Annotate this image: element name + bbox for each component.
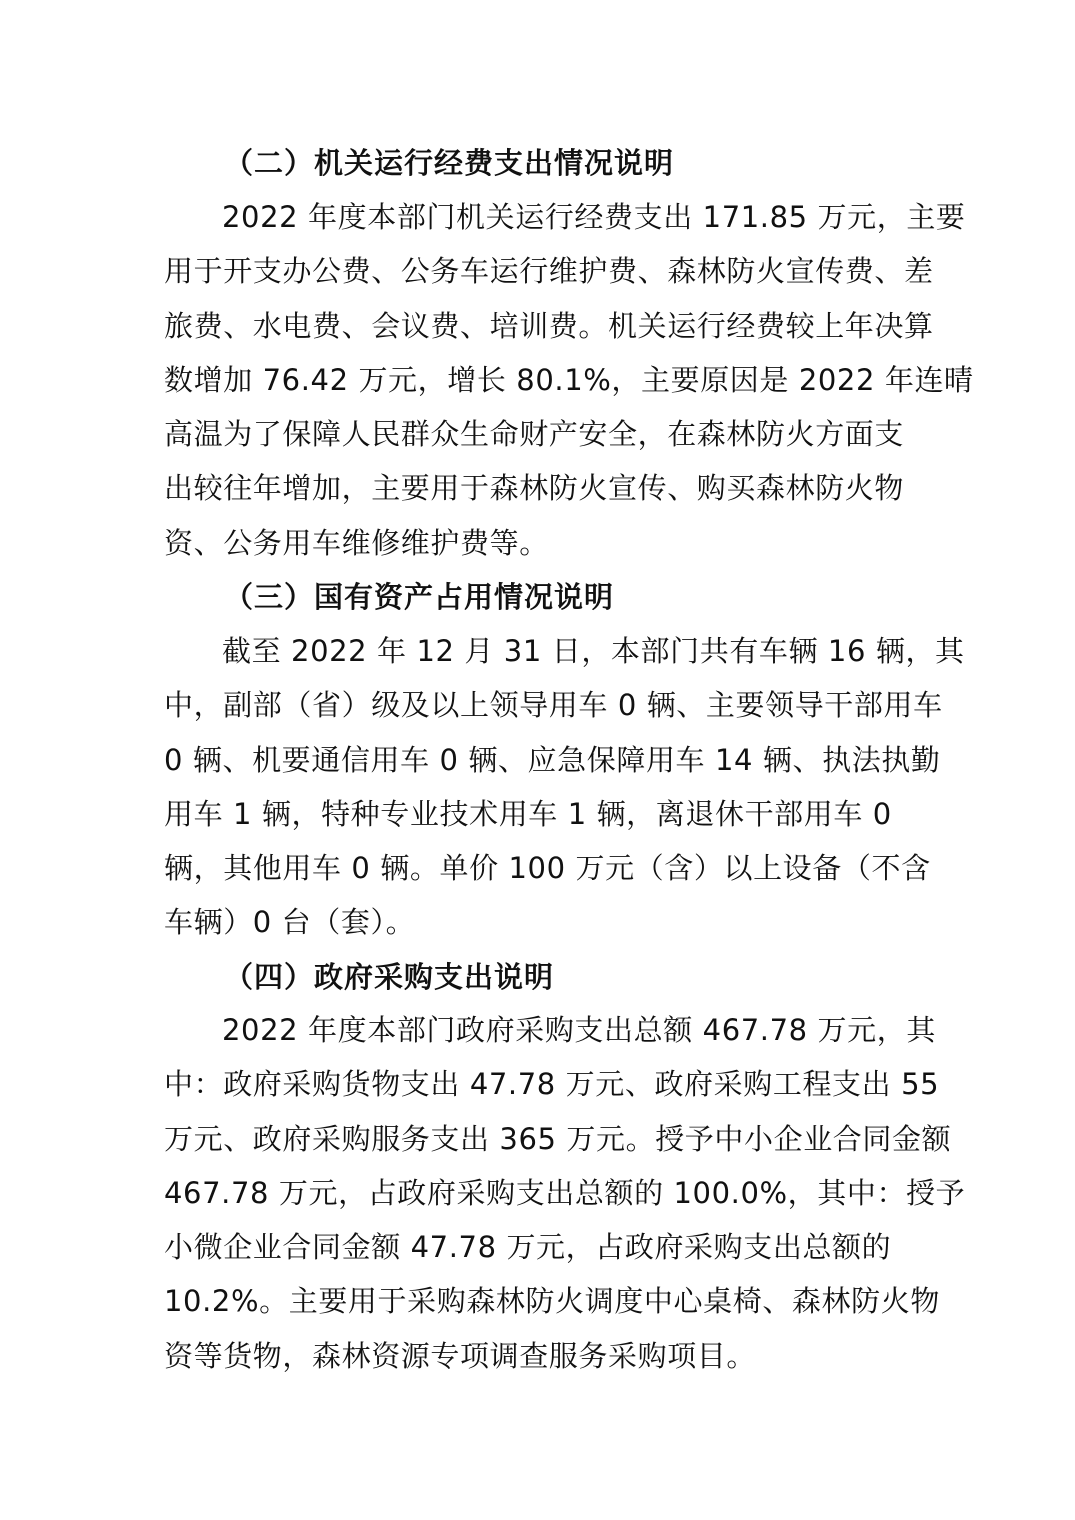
text-line: 万元、政府采购服务支出 365 万元。授予中小企业合同金额: [164, 1121, 952, 1156]
text-line: 高温为了保障人民群众生命财产安全，在森林防火方面支: [164, 417, 905, 452]
paragraph-state-assets: [164, 624, 965, 950]
text-line: 数增加 76.42 万元，增长 80.1%，主要原因是 2022 年连晴: [164, 362, 974, 397]
paragraph-operating-expenses: [164, 190, 974, 570]
text-line: 出较往年增加，主要用于森林防火宣传、购买森林防火物: [164, 471, 905, 506]
text-line: 车辆）0 台（套）。: [164, 905, 416, 940]
text-line: 截至 2022 年 12 月 31 日，本部门共有车辆 16 辆，其: [222, 634, 965, 668]
text-line: 旅费、水电费、会议费、培训费。机关运行经费较上年决算: [164, 308, 934, 343]
text-line: 10.2%。主要用于采购森林防火调度中心桌椅、森林防火物: [164, 1284, 940, 1319]
text-line: 用车 1 辆，特种专业技术用车 1 辆，离退休干部用车 0: [164, 796, 892, 831]
text-line: 467.78 万元，占政府采购支出总额的 100.0%，其中：授予: [164, 1175, 966, 1210]
text-line: 中，副部（省）级及以上领导用车 0 辆、主要领导干部用车: [164, 688, 943, 723]
paragraph-government-procurement: [164, 1003, 966, 1383]
text-line: 中：政府采购货物支出 47.78 万元、政府采购工程支出 55: [164, 1067, 940, 1102]
text-line: 小微企业合同金额 47.78 万元，占政府采购支出总额的: [164, 1230, 892, 1265]
text-line: 0 辆、机要通信用车 0 辆、应急保障用车 14 辆、执法执勤: [164, 742, 941, 777]
section-heading-operating-expenses: （二）机关运行经费支出情况说明: [224, 146, 675, 180]
text-line: 资等货物，森林资源专项调查服务采购项目。: [164, 1338, 757, 1373]
text-line: 辆，其他用车 0 辆。单价 100 万元（含）以上设备（不含: [164, 851, 931, 886]
text-line: 用于开支办公费、公务车运行维护费、森林防火宣传费、差: [164, 254, 934, 289]
section-heading-state-assets: （三）国有资产占用情况说明: [224, 580, 615, 614]
text-line: 2022 年度本部门政府采购支出总额 467.78 万元，其: [222, 1013, 936, 1047]
text-line: 2022 年度本部门机关运行经费支出 171.85 万元，主要: [222, 200, 966, 234]
text-line: 资、公务用车维修维护费等。: [164, 525, 549, 560]
section-heading-government-procurement: （四）政府采购支出说明: [224, 960, 555, 994]
